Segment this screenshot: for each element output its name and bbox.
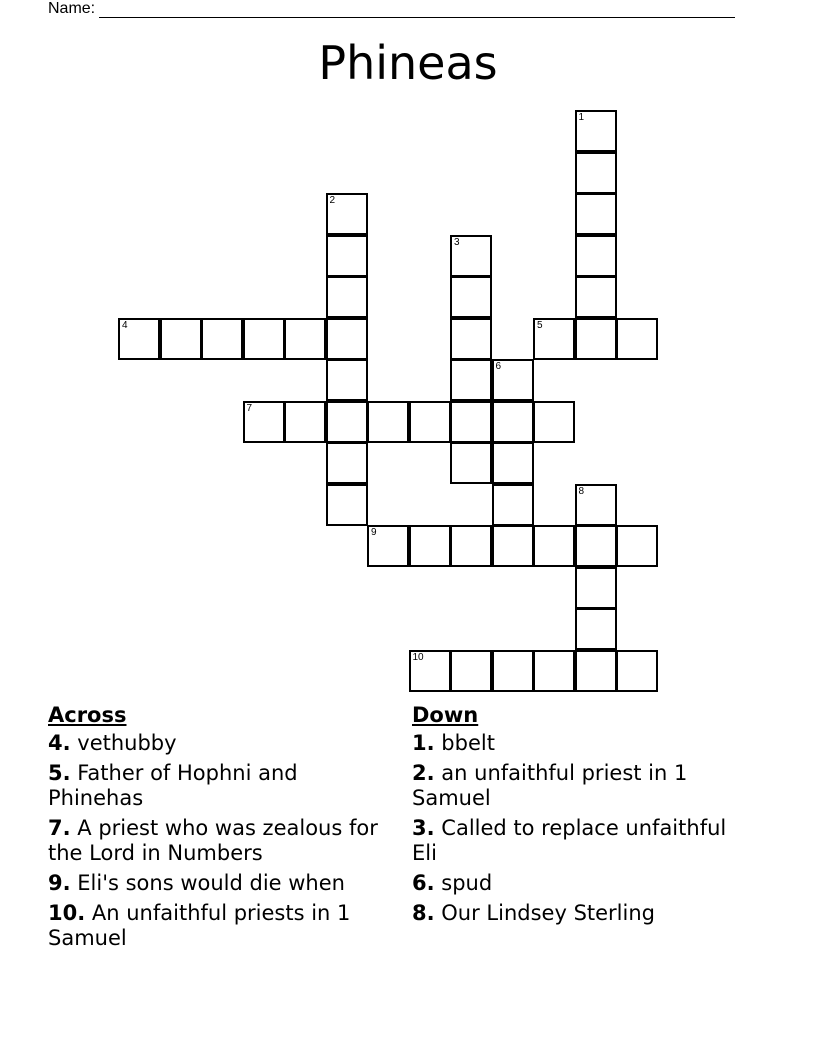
grid-cell[interactable] [575, 484, 617, 526]
grid-cell[interactable] [492, 525, 534, 567]
grid-cell[interactable] [160, 318, 202, 360]
name-label: Name: [48, 0, 96, 17]
grid-cell[interactable] [118, 318, 160, 360]
grid-cell[interactable] [492, 650, 534, 692]
clue-down-3: 3. Called to replace unfaithful Eli [412, 816, 727, 865]
grid-cell[interactable] [326, 235, 368, 277]
clue-number: 3 [454, 236, 460, 248]
grid-cell[interactable] [533, 525, 575, 567]
grid-cell[interactable] [450, 359, 492, 401]
grid-cell[interactable] [575, 110, 617, 152]
across-clues [48, 702, 388, 956]
clue-across-9: 9. Eli's sons would die when [48, 871, 345, 895]
clue-number: 5 [537, 319, 543, 331]
grid-cell[interactable] [450, 318, 492, 360]
grid-cell[interactable] [201, 318, 243, 360]
grid-cell[interactable] [575, 525, 617, 567]
grid-cell[interactable] [492, 359, 534, 401]
grid-cell[interactable] [533, 401, 575, 443]
clue-number: 4 [122, 319, 128, 331]
grid-cell[interactable] [326, 318, 368, 360]
grid-cell[interactable] [409, 650, 451, 692]
grid-cell[interactable] [450, 442, 492, 484]
grid-cell[interactable] [326, 359, 368, 401]
clue-number: 6 [495, 361, 502, 372]
grid-cell[interactable] [284, 401, 326, 443]
clue-number: 2 [329, 195, 336, 206]
grid-cell[interactable] [492, 401, 534, 443]
page-title: Phineas [318, 36, 498, 90]
clue-down-6: 6. spud [412, 871, 493, 895]
grid-cell[interactable] [575, 152, 617, 194]
grid-cell[interactable] [616, 650, 658, 692]
grid-cell[interactable] [409, 525, 451, 567]
grid-cell[interactable] [575, 567, 617, 609]
grid-cell[interactable] [616, 318, 658, 360]
clue-number: 10 [412, 651, 424, 663]
grid-cell[interactable] [326, 401, 368, 443]
grid-cell[interactable] [533, 318, 575, 360]
clue-number: 1 [578, 112, 585, 123]
grid-cell[interactable] [616, 525, 658, 567]
down-heading: Down [412, 703, 479, 727]
clue-across-4: 4. vethubby [48, 731, 177, 755]
grid-cell[interactable] [492, 442, 534, 484]
clue-number: 7 [246, 402, 253, 414]
across-heading: Across [48, 703, 127, 727]
grid-cell[interactable] [243, 318, 285, 360]
grid-cell[interactable] [450, 650, 492, 692]
grid-cell[interactable] [367, 525, 409, 567]
clue-across-5: 5. Father of Hophni and Phinehas [48, 761, 298, 810]
grid-cell[interactable] [326, 276, 368, 318]
clue-down-1: 1. bbelt [412, 731, 495, 755]
grid-cell[interactable] [492, 484, 534, 526]
grid-cell[interactable] [575, 235, 617, 277]
grid-cell[interactable] [326, 193, 368, 235]
grid-cell[interactable] [575, 650, 617, 692]
clue-across-7: 7. A priest who was zealous for the Lord in Numbers [48, 816, 378, 865]
clue-down-2: 2. an unfaithful priest in 1 Samuel [412, 761, 688, 810]
grid-cell[interactable] [575, 318, 617, 360]
clue-number: 9 [371, 527, 377, 538]
grid-cell[interactable] [533, 650, 575, 692]
grid-cell[interactable] [575, 193, 617, 235]
grid-cell[interactable] [575, 608, 617, 650]
grid-cell[interactable] [575, 276, 617, 318]
grid-cell[interactable] [409, 401, 451, 443]
clue-number: 8 [578, 485, 585, 497]
grid-cell[interactable] [367, 401, 409, 443]
grid-cell[interactable] [284, 318, 326, 360]
grid-cell[interactable] [243, 401, 285, 443]
grid-cell[interactable] [450, 525, 492, 567]
clue-across-10: 10. An unfaithful priests in 1 Samuel [48, 901, 351, 950]
grid-cell[interactable] [326, 484, 368, 526]
down-clues [412, 702, 742, 931]
grid-cell[interactable] [450, 401, 492, 443]
grid-cell[interactable] [450, 235, 492, 277]
grid-cell[interactable] [450, 276, 492, 318]
clue-down-8: 8. Our Lindsey Sterling [412, 901, 655, 925]
grid-cell[interactable] [326, 442, 368, 484]
